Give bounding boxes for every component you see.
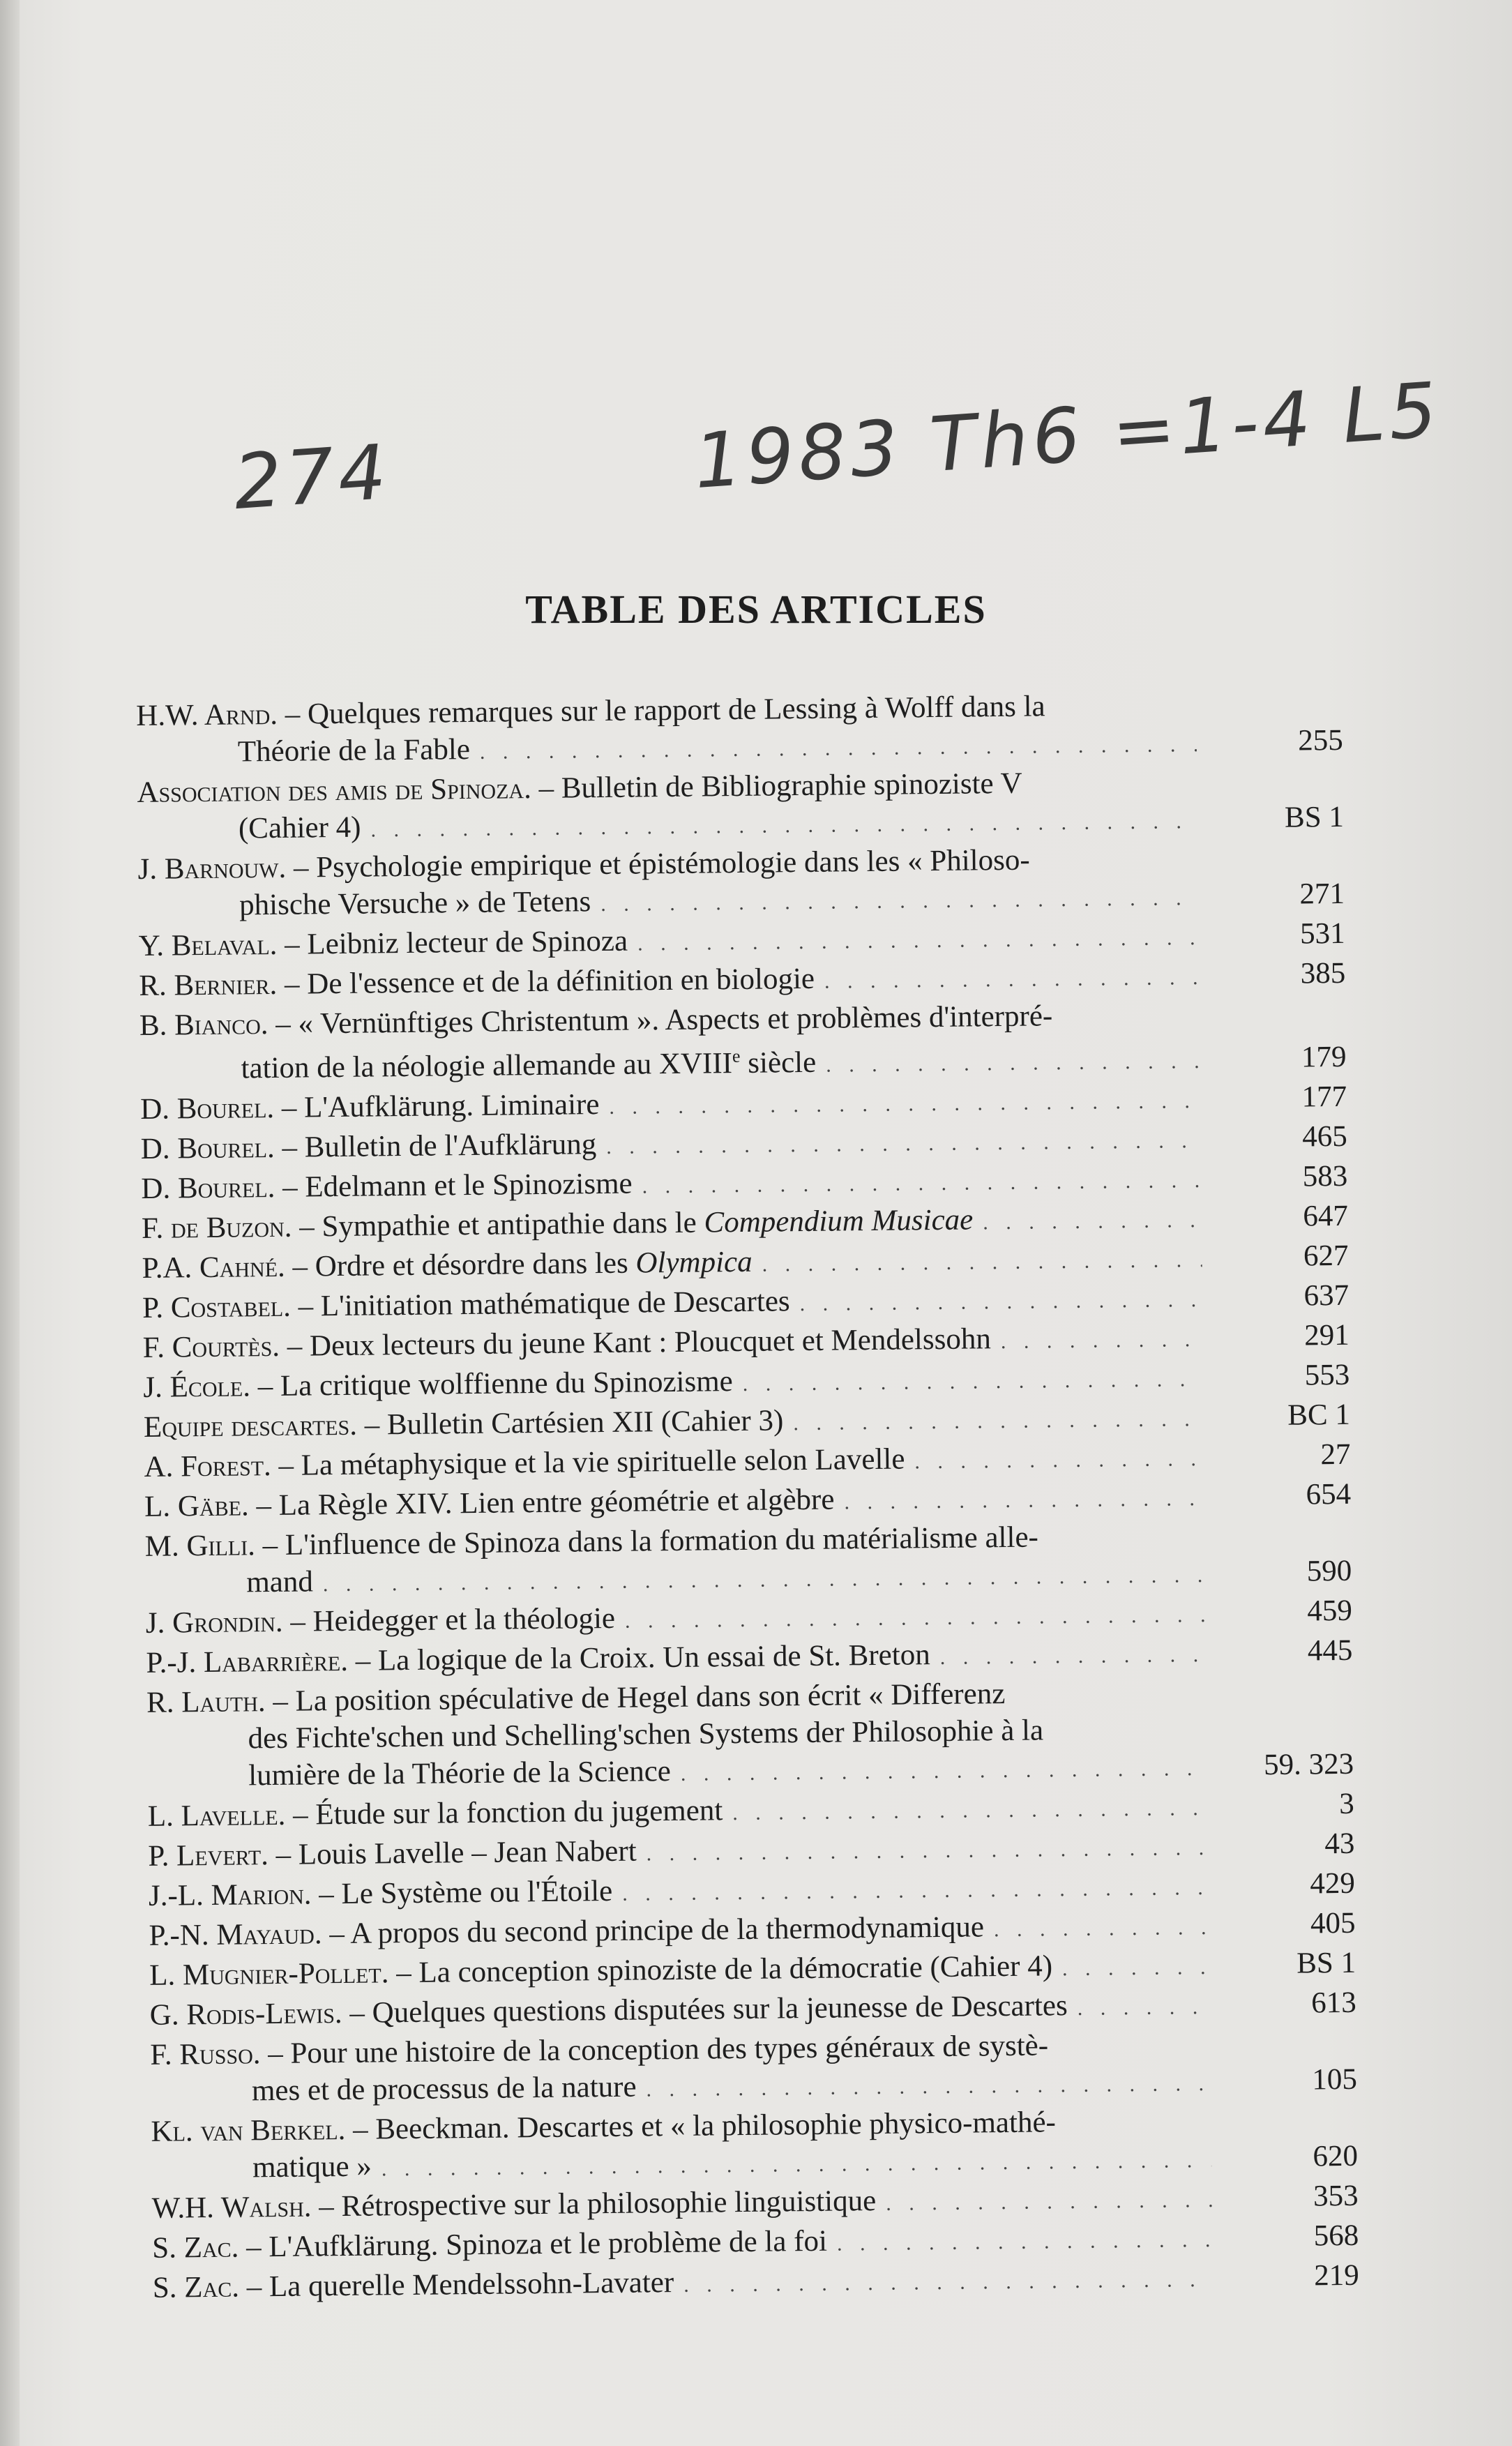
toc-entry-first-line: L. Lavelle. – Étude sur la fonction du jugement . . . 3 (148, 1786, 1355, 1838)
toc-entry (146, 1672, 1354, 1798)
page-number: 105 (1312, 2063, 1358, 2097)
dot-leader (939, 1636, 1206, 1676)
toc-entry-first-line: P. Costabel. – L'initiation mathématique de Descartes . . . 637 (142, 1277, 1350, 1329)
page-number: 43 (1324, 1827, 1355, 1861)
toc-entry (151, 2101, 1358, 2190)
dot-leader (732, 1790, 1208, 1832)
dot-leader (742, 1361, 1203, 1403)
dot-leader (826, 1043, 1200, 1084)
article-author: P.-J. Labarrière. (146, 1645, 349, 1680)
article-author: H.W. Arnd. (136, 697, 278, 732)
toc-entry-first-line: D. Bourel. – Bulletin de l'Aufklärung . . . 465 (141, 1118, 1348, 1170)
toc-entry-first-line: L. Mugnier-Pollet. – La conception spinoziste de la démocratie (Cahier 4) . . . BS 1 (149, 1945, 1356, 1997)
article-author: Kl. van Berkel. (151, 2113, 346, 2149)
page-number: 353 (1313, 2180, 1359, 2213)
article-author: D. Bourel. (140, 1131, 275, 1166)
toc-entry-first-line: Association des amis de Spinoza. – Bulletin de Bibliographie spinoziste V (137, 767, 1022, 809)
page-number: 385 (1300, 956, 1346, 990)
dot-leader (622, 1869, 1209, 1912)
toc-entry-first-line: F. Courtès. – Deux lecteurs du jeune Kant : Ploucquet et Mendelssohn . . . 291 (142, 1317, 1350, 1369)
toc-entry (139, 995, 1347, 1091)
article-author: P.-N. Mayaud. (149, 1917, 322, 1953)
toc-entry-first-line: L. Gäbe. – La Règle XIV. Lien entre géométrie et algèbre . . . 654 (144, 1476, 1352, 1528)
page-number: 255 (1297, 723, 1343, 757)
toc-entry-first-line: H.W. Arnd. – Quelques remarques sur le rapport de Lessing à Wolff dans la (136, 690, 1045, 732)
page-number: 429 (1310, 1867, 1356, 1901)
toc-entry-first-line: A. Forest. – La métaphysique et la vie spirituelle selon Lavelle . . . 27 (144, 1436, 1351, 1488)
page-number: 59. 323 (1263, 1748, 1354, 1782)
page-number: 583 (1302, 1160, 1348, 1193)
page-number: 445 (1307, 1634, 1353, 1668)
article-title-text: Bulletin de l'Aufklärung (304, 1128, 597, 1164)
article-title-text: L'initiation mathématique de Descartes (320, 1285, 790, 1323)
page-number: 291 (1303, 1319, 1350, 1352)
article-title-text: La Règle XIV. Lien entre géométrie et algèbre (278, 1483, 835, 1523)
page-number: 531 (1299, 916, 1345, 951)
toc-entry-first-line: B. Bianco. – « Vernünftiges Christentum ». Aspects et problèmes d'interpré- (139, 999, 1053, 1042)
article-title-text: L'Aufklärung. Spinoza et le problème de la foi (269, 2225, 828, 2264)
dot-leader (1077, 1988, 1210, 2027)
article-title-text: A propos du second principe de la thermodynamique (349, 1910, 985, 1951)
article-author: P. Levert. (148, 1839, 269, 1873)
dot-leader (625, 1596, 1206, 1640)
page-number: 459 (1307, 1594, 1353, 1628)
article-author: Association des amis de Spinoza. (137, 772, 532, 809)
toc-entry (136, 685, 1343, 774)
dot-leader (646, 1829, 1208, 1872)
dot-leader (646, 2065, 1211, 2108)
toc-entry-first-line: Kl. van Berkel. – Beeckman. Descartes et « la philosophie physico-mathé- (151, 2106, 1057, 2149)
toc-entry-first-line: J.-L. Marion. – Le Système ou l'Étoile . . . 429 (149, 1865, 1356, 1917)
article-title-text: Étude sur la fonction du jugement (315, 1794, 723, 1832)
dot-leader (1001, 1321, 1203, 1360)
page-number: 647 (1303, 1200, 1349, 1233)
toc-entry-first-line: F. Russo. – Pour une histoire de la conception des types généraux de systè- (150, 2029, 1049, 2072)
page-number: 627 (1303, 1239, 1349, 1273)
page-number: 271 (1299, 877, 1345, 911)
article-author: J. Barnouw. (137, 851, 287, 886)
article-title-text: L'influence de Spinoza dans la formation du matérialisme alle- (285, 1520, 1039, 1562)
dot-leader (793, 1401, 1204, 1442)
toc-entry-first-line: F. de Buzon. – Sympathie et antipathie dans le Compendium Musicae . . . 647 (142, 1198, 1349, 1250)
article-title-text: Leibniz lecteur de Spinoza (307, 924, 628, 961)
page-number: 553 (1304, 1359, 1350, 1392)
article-title-text: La conception spinoziste de la démocratie (Cahier 4) (418, 1949, 1053, 1990)
article-author: F. Courtès. (142, 1330, 280, 1365)
toc-entry-first-line: D. Bourel. – L'Aufklärung. Liminaire . . . 177 (140, 1078, 1347, 1131)
dot-leader (824, 959, 1200, 1000)
article-author: F. de Buzon. (141, 1211, 292, 1246)
toc-entry-first-line: P. Levert. – Louis Lavelle – Jean Nabert . . . 43 (148, 1825, 1355, 1878)
handwritten-call-number: 1983 Th6 =1-4 L5 (691, 366, 1444, 506)
article-author: B. Bianco. (139, 1008, 269, 1042)
article-author: M. Gilli. (144, 1529, 256, 1564)
dot-leader (886, 2182, 1212, 2222)
handwritten-number: 274 (231, 428, 393, 527)
article-title-text: Heidegger et la théologie (312, 1602, 616, 1638)
toc-entry (137, 838, 1345, 928)
article-author: L. Lavelle. (147, 1799, 286, 1834)
page-number: 620 (1313, 2140, 1359, 2173)
toc-entry-first-line: S. Zac. – La querelle Mendelssohn-Lavater . . . 219 (153, 2257, 1360, 2309)
article-author: S. Zac. (152, 2230, 239, 2265)
article-author: D. Bourel. (141, 1171, 275, 1206)
article-title-text: phische Versuche » de Tetens (239, 885, 591, 922)
dot-leader (681, 1750, 1208, 1792)
article-author: J.-L. Marion. (148, 1878, 312, 1913)
article-title-text: mes et de processus de la nature (251, 2070, 637, 2108)
toc-entry-first-line: P.-J. Labarrière. – La logique de la Croix. Un essai de St. Breton . . . 445 (146, 1632, 1353, 1684)
toc-entry (144, 1516, 1352, 1605)
article-title-text: L'Aufklärung. Liminaire (303, 1088, 600, 1124)
article-title-text: Beeckman. Descartes et « la philosophie physico-mathé- (375, 2106, 1057, 2146)
page-number: BC 1 (1287, 1398, 1351, 1433)
article-title-text: Théorie de la Fable (237, 732, 471, 769)
article-title-text: La position spéculative de Hegel dans son écrit « Differenz (295, 1677, 1006, 1719)
page-number: 465 (1301, 1120, 1347, 1154)
article-title-text: des Fichte'schen und Schelling'schen Systems der Philosophie à la (248, 1714, 1044, 1756)
article-title-text: Ordre et désordre dans les Olympica (315, 1246, 753, 1283)
dot-leader (837, 2221, 1213, 2263)
article-title-text: La métaphysique et la vie spirituelle selon Lavelle (301, 1442, 905, 1482)
page-number: 613 (1310, 1986, 1356, 2020)
page-number: 219 (1314, 2259, 1360, 2293)
article-title-text: Deux lecteurs du jeune Kant : Ploucquet et Mendelssohn (309, 1322, 992, 1363)
article-author: G. Rodis-Lewis. (149, 1997, 342, 2032)
toc-entry-first-line: Y. Belaval. – Leibniz lecteur de Spinoza . . . 531 (138, 915, 1345, 967)
article-author: J. Grondin. (145, 1606, 283, 1640)
dot-leader (844, 1480, 1204, 1520)
article-title-text: Edelmann et le Spinozisme (305, 1167, 633, 1204)
dot-leader (762, 1241, 1202, 1283)
article-title-text: « Vernünftiges Christentum ». Aspects et problèmes d'interpré- (298, 999, 1053, 1041)
article-title-text: tation de la néologie allemande au XVIIIe siècle (241, 1045, 817, 1085)
page-number: 590 (1306, 1555, 1352, 1588)
page-number: 179 (1301, 1041, 1347, 1074)
toc-entry-first-line: R. Bernier. – De l'essence et de la définition en biologie . . . 385 (139, 955, 1346, 1007)
article-title-text: La critique wolffienne du Spinozisme (280, 1365, 733, 1403)
article-title-text: Quelques remarques sur le rapport de Lessing à Wolff dans la (307, 690, 1045, 731)
dot-leader (799, 1281, 1202, 1322)
article-author: F. Russo. (150, 2037, 261, 2072)
page-number: 637 (1303, 1279, 1350, 1313)
article-author: S. Zac. (152, 2270, 240, 2305)
toc-entry (150, 2024, 1357, 2113)
dot-leader (637, 919, 1199, 962)
toc-entry-first-line: W.H. Walsh. – Rétrospective sur la philosophie linguistique . . . 353 (151, 2177, 1359, 2230)
toc-entry-first-line: P.A. Cahné. – Ordre et désordre dans les Olympica . . . 627 (142, 1237, 1349, 1290)
article-author: W.H. Walsh. (151, 2190, 312, 2226)
article-author: R. Bernier. (139, 967, 278, 1002)
article-title-text: Pour une histoire de la conception des types généraux de systè- (290, 2029, 1049, 2071)
dot-leader (1062, 1949, 1210, 1987)
dot-leader (606, 1122, 1201, 1165)
dot-leader (983, 1202, 1202, 1241)
dot-leader (994, 1909, 1209, 1948)
article-author: J. École. (143, 1370, 251, 1405)
toc-entry-first-line: J. Barnouw. – Psychologie empirique et épistémologie dans les « Philoso- (137, 843, 1030, 886)
article-title-text: Louis Lavelle – Jean Nabert (298, 1834, 637, 1871)
toc-entry-first-line: R. Lauth. – La position spéculative de Hegel dans son écrit « Differenz (146, 1677, 1006, 1720)
toc-entry-first-line: P.-N. Mayaud. – A propos du second principe de la thermodynamique . . . 405 (149, 1905, 1356, 1957)
handwritten-shelfmark (231, 366, 1492, 558)
table-of-articles (136, 685, 1359, 2309)
article-title-text: Rétrospective sur la philosophie linguistique (341, 2184, 877, 2224)
article-author: Y. Belaval. (138, 928, 278, 962)
page-number: 568 (1313, 2219, 1359, 2253)
dot-leader (683, 2261, 1213, 2304)
toc-entry-first-line: M. Gilli. – L'influence de Spinoza dans la formation du matérialisme alle- (144, 1520, 1039, 1564)
dot-leader (914, 1440, 1204, 1480)
dot-leader (609, 1082, 1200, 1126)
article-title-text: Le Système ou l'Étoile (341, 1875, 613, 1911)
page-number: 177 (1301, 1080, 1347, 1114)
article-title-text: matique » (252, 2150, 372, 2184)
page-title: TABLE DES ARTICLES (525, 587, 987, 632)
article-author: P. Costabel. (142, 1290, 292, 1325)
page-number: 654 (1306, 1478, 1352, 1511)
toc-entry-first-line: D. Bourel. – Edelmann et le Spinozisme . . . 583 (141, 1158, 1348, 1210)
article-title-text: La querelle Mendelssohn-Lavater (269, 2266, 674, 2304)
page-number: 3 (1338, 1788, 1354, 1821)
article-title-text: Quelques questions disputées sur la jeunesse de Descartes (372, 1989, 1068, 2030)
book-spine-shadow (0, 0, 20, 2446)
article-author: L. Gäbe. (144, 1489, 249, 1524)
article-title-text: La logique de la Croix. Un essai de St. Breton (377, 1638, 930, 1677)
toc-entry-first-line: J. École. – La critique wolffienne du Spinozisme . . . 553 (143, 1357, 1350, 1409)
toc-entry (137, 762, 1344, 851)
page-number: BS 1 (1296, 1947, 1356, 1980)
article-title-text: Bulletin de Bibliographie spinoziste V (561, 767, 1022, 805)
article-title-text: Bulletin Cartésien XII (Cahier 3) (386, 1404, 784, 1442)
article-title-text: lumière de la Théorie de la Science (248, 1755, 672, 1792)
toc-entry-first-line: J. Grondin. – Heidegger et la théologie . . . 459 (146, 1592, 1353, 1645)
article-author: L. Mugnier-Pollet. (149, 1956, 389, 1993)
article-title-text: Sympathie et antipathie dans le Compendium Musicae (322, 1203, 974, 1244)
article-author: Equipe descartes. (143, 1409, 358, 1444)
article-title-text: mand (246, 1565, 314, 1599)
toc-entry-first-line: S. Zac. – L'Aufklärung. Spinoza et le problème de la foi . . . 568 (152, 2217, 1359, 2270)
toc-entry-first-line: Equipe descartes. – Bulletin Cartésien XII (Cahier 3) . . . BC 1 (144, 1396, 1351, 1449)
page-number: BS 1 (1284, 800, 1345, 834)
page-number: 405 (1310, 1907, 1356, 1940)
article-author: R. Lauth. (146, 1685, 266, 1720)
article-title-text: (Cahier 4) (238, 810, 361, 845)
article-title-text: Psychologie empirique et épistémologie dans les « Philoso- (315, 843, 1030, 884)
page-number: 27 (1320, 1438, 1351, 1472)
dot-leader (642, 1162, 1201, 1205)
article-title-text: De l'essence et de la définition en biologie (307, 962, 815, 1001)
article-author: A. Forest. (144, 1449, 272, 1484)
dot-leader (600, 879, 1198, 923)
toc-entry-first-line: G. Rodis-Lewis. – Quelques questions disputées sur la jeunesse de Descartes . . . 613 (150, 1984, 1357, 2037)
article-author: P.A. Cahné. (142, 1251, 286, 1285)
article-author: D. Bourel. (139, 1092, 275, 1126)
